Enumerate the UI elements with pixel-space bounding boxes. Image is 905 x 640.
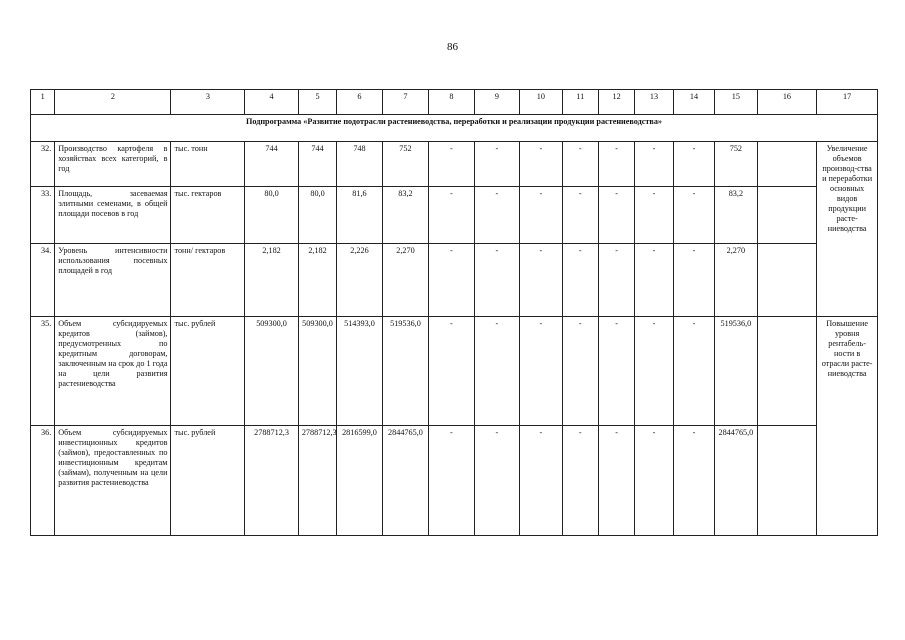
- row-number: 33.: [31, 187, 55, 244]
- value-cell: 752: [382, 142, 428, 187]
- value-cell: -: [673, 426, 714, 536]
- expected-result-note: Повышение уровня рентабель-ности в отрасли расте-ниеводства: [817, 317, 878, 536]
- row-number: 32.: [31, 142, 55, 187]
- column-header: 7: [382, 90, 428, 115]
- value-cell: -: [562, 426, 598, 536]
- value-cell: 509300,0: [245, 317, 299, 426]
- table-row: [31, 317, 878, 426]
- indicator-name: Уровень интенсивности использования посевных площадей в год: [55, 244, 171, 317]
- value-cell: -: [598, 317, 634, 426]
- value-cell: -: [635, 187, 673, 244]
- value-cell: -: [429, 317, 474, 426]
- value-cell: 519536,0: [382, 317, 428, 426]
- unit-cell: тыс. гектаров: [171, 187, 245, 244]
- column-header: 4: [245, 90, 299, 115]
- value-cell: [757, 244, 817, 317]
- value-cell: 514393,0: [337, 317, 382, 426]
- value-cell: 744: [245, 142, 299, 187]
- column-header: 2: [55, 90, 171, 115]
- value-cell: -: [429, 426, 474, 536]
- unit-cell: тонн/ гектаров: [171, 244, 245, 317]
- column-header: 11: [562, 90, 598, 115]
- value-cell: -: [474, 317, 519, 426]
- value-cell: -: [635, 317, 673, 426]
- value-cell: -: [562, 317, 598, 426]
- value-cell: -: [598, 426, 634, 536]
- column-header: 16: [757, 90, 817, 115]
- value-cell: 2,182: [298, 244, 336, 317]
- table-row: [31, 244, 878, 317]
- column-header: 5: [298, 90, 336, 115]
- page-number: 86: [447, 41, 458, 53]
- value-cell: -: [429, 142, 474, 187]
- column-header: 12: [598, 90, 634, 115]
- value-cell: 83,2: [715, 187, 757, 244]
- value-cell: [757, 142, 817, 187]
- value-cell: 80,0: [298, 187, 336, 244]
- value-cell: [757, 426, 817, 536]
- value-cell: -: [474, 244, 519, 317]
- column-header: 8: [429, 90, 474, 115]
- value-cell: 509300,0: [298, 317, 336, 426]
- unit-cell: тыс. рублей: [171, 426, 245, 536]
- value-cell: 752: [715, 142, 757, 187]
- value-cell: -: [562, 187, 598, 244]
- value-cell: -: [673, 244, 714, 317]
- column-header: 3: [171, 90, 245, 115]
- value-cell: -: [635, 142, 673, 187]
- row-number: 34.: [31, 244, 55, 317]
- indicator-name: Производство картофеля в хозяйствах всех категорий, в год: [55, 142, 171, 187]
- column-header: 1: [31, 90, 55, 115]
- value-cell: 2,182: [245, 244, 299, 317]
- value-cell: -: [673, 187, 714, 244]
- value-cell: [757, 317, 817, 426]
- table-row: [31, 426, 878, 536]
- column-header: 17: [817, 90, 878, 115]
- value-cell: -: [562, 142, 598, 187]
- row-number: 36.: [31, 426, 55, 536]
- value-cell: -: [429, 244, 474, 317]
- column-header: 15: [715, 90, 757, 115]
- value-cell: -: [520, 187, 562, 244]
- unit-cell: тыс. рублей: [171, 317, 245, 426]
- value-cell: 2,270: [382, 244, 428, 317]
- value-cell: -: [635, 426, 673, 536]
- header-row: [31, 90, 878, 115]
- indicator-name: Объем субсидируемых кредитов (займов), предусмотренных по кредитным договорам, заключенным на срок до 1 года на цели развития растениеводства: [55, 317, 171, 426]
- column-header: 14: [673, 90, 714, 115]
- value-cell: 80,0: [245, 187, 299, 244]
- value-cell: -: [474, 426, 519, 536]
- value-cell: -: [635, 244, 673, 317]
- value-cell: -: [520, 142, 562, 187]
- value-cell: 748: [337, 142, 382, 187]
- value-cell: 81,6: [337, 187, 382, 244]
- value-cell: 2844765,0: [382, 426, 428, 536]
- value-cell: [757, 187, 817, 244]
- expected-result-note: Увеличение объемов производ-ства и переработки основных видов продукции расте-ниеводства: [817, 142, 878, 317]
- value-cell: 2816599,0: [337, 426, 382, 536]
- value-cell: 519536,0: [715, 317, 757, 426]
- row-number: 35.: [31, 317, 55, 426]
- column-header: 6: [337, 90, 382, 115]
- subprogram-title: Подпрограмма «Развитие подотрасли растениеводства, переработки и реализации продукции растениеводства»: [31, 115, 878, 142]
- value-cell: -: [598, 187, 634, 244]
- value-cell: 2,226: [337, 244, 382, 317]
- value-cell: 83,2: [382, 187, 428, 244]
- value-cell: 2,270: [715, 244, 757, 317]
- column-header: 9: [474, 90, 519, 115]
- value-cell: -: [673, 317, 714, 426]
- value-cell: 2844765,0: [715, 426, 757, 536]
- value-cell: -: [673, 142, 714, 187]
- value-cell: 2788712,3: [298, 426, 336, 536]
- indicator-name: Объем субсидируемых инвестиционных кредитов (займов), предоставленных по инвестиционным кредитам (займам), полученным на цели развития растениеводства: [55, 426, 171, 536]
- table-row: [31, 142, 878, 187]
- unit-cell: тыс. тонн: [171, 142, 245, 187]
- value-cell: -: [520, 426, 562, 536]
- column-header: 13: [635, 90, 673, 115]
- value-cell: -: [520, 244, 562, 317]
- value-cell: -: [598, 142, 634, 187]
- value-cell: -: [562, 244, 598, 317]
- subprogram-row: [31, 115, 878, 142]
- value-cell: 2788712,3: [245, 426, 299, 536]
- value-cell: 744: [298, 142, 336, 187]
- value-cell: -: [474, 187, 519, 244]
- value-cell: -: [429, 187, 474, 244]
- value-cell: -: [520, 317, 562, 426]
- table-row: [31, 187, 878, 244]
- indicators-table: [30, 89, 878, 536]
- indicator-name: Площадь, засеваемая элитными семенами, в общей площади посевов в год: [55, 187, 171, 244]
- column-header: 10: [520, 90, 562, 115]
- value-cell: -: [598, 244, 634, 317]
- value-cell: -: [474, 142, 519, 187]
